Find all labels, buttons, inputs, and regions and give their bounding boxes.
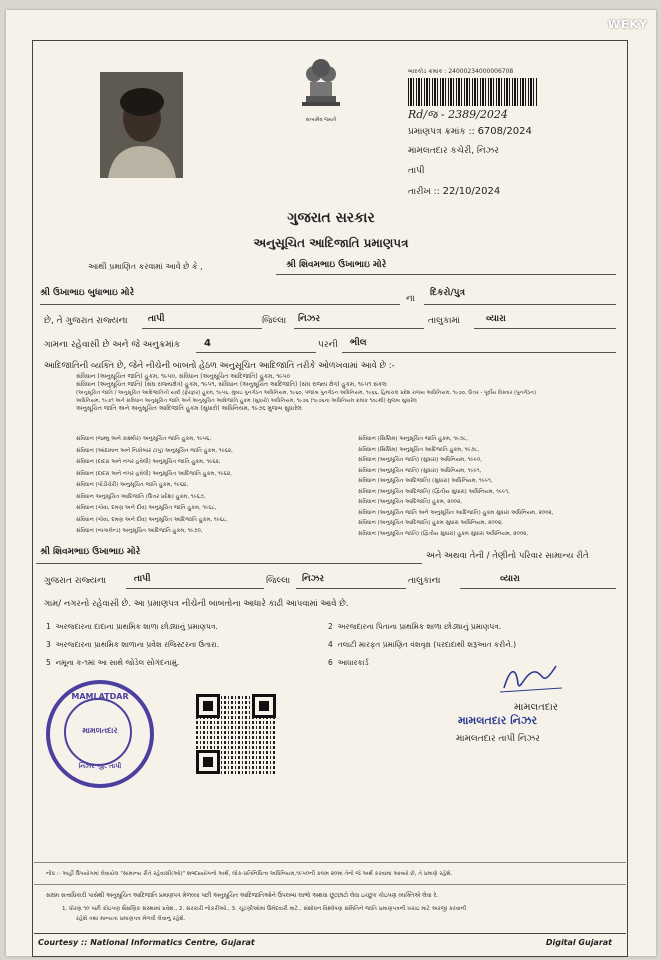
cert-no-row <box>408 126 532 137</box>
taluka2-label: તાલુકાના <box>408 576 441 586</box>
signature-stamp: મામલતદાર નિઝર <box>458 714 538 727</box>
office: મામલતદાર કચેરી, નિઝર <box>408 146 499 156</box>
signature-place: મામલતદાર તાપી નિઝર <box>456 734 540 744</box>
order-left-line: સંવિધાન (ગોવા, દમણ અને દીવ) અનુસૂચિત આદિજાતિ હુકમ, ૧૯૬૮, <box>76 516 228 523</box>
note-item1b: રહેશે તથા માન્યતા પ્રમાણપત્ર મેળવી લેવાનું રહેશે. <box>76 916 186 922</box>
order-left-line: સંવિધાન (દાદરા અને નગર હવેલી) અનુસૂચિત જાતિ હુકમ, ૧૯૬૨, <box>76 459 221 465</box>
cert-no: 6708/2024 <box>477 126 532 137</box>
order-right-line: સંવિધાન (સિક્કિમ) અનુસૂચિત જાતિ હુકમ, ૧૯૭૮, <box>358 436 468 442</box>
tribe: ભીલ <box>350 338 367 348</box>
order-right-line: સંવિધાન (અનુસૂચિત આદિજાતિ) (દ્વિતીય સુધારા) અધિનિયમ, ૧૯૯૧, <box>358 488 510 495</box>
handwritten-ref: Rd/જ - 2389/2024 <box>408 108 508 121</box>
serial-number: 4 <box>204 338 211 349</box>
national-emblem-icon <box>296 52 346 122</box>
gov-title: ગુજરાત સરકાર <box>287 210 375 226</box>
signature-title: મામલતદાર <box>514 702 558 713</box>
order-top-line: સંવિધાન (અનુસૂચિત જાતિ) (સંઘ રાજ્યક્ષેત્ર) હુકમ, ૧૯૫૧, સંવિધાન (અનુસૂચિત આદિજાતિ) (સંઘ રાજ્ય ક્ષેત્ર) હુકમ, ૧૯૫૧ સંકલ <box>76 381 387 388</box>
emblem-caption: સત્યમેવ જયતે <box>305 117 337 123</box>
applicant-photo <box>100 72 183 178</box>
order-left-line: સંવિધાન (આંદામાન અને નિકોબાર ટાપુ) અનુસૂચિત જાતિ હુકમ, ૧૯૬૨, <box>76 447 233 454</box>
document-item: 2 અરજદારના પિતાના પ્રાથમિક શાળા છોડ્યાનું પ્રમાણપત્ર. <box>328 622 502 631</box>
state2-district: તાપી <box>134 574 151 584</box>
applicant-name: શ્રી શિવમભાઇ ઉખાભાઇ મોરે <box>286 260 387 270</box>
signature-scribble-icon <box>496 658 566 702</box>
barcode-label: બારકોડ ક્રમાંક : 24000234000006708 <box>408 68 514 75</box>
date-label: તારીખ :: <box>408 187 440 197</box>
note-item1: 1. ધોરણ ૧૦ પછી કોઇપણ શૈક્ષણિક સંસ્થામાં પ્રવેશ., 2. સરકારી નોકરીઓ., 3. ચૂંટણીઓમાં ઉમેદવારી માટે., સંશોધન વિશ્લેષણ સમિતિને જાતિ પ્રમાણપત્રની ખરાઇ માટે અરજી કરવાની <box>62 906 467 912</box>
certificate-sheet <box>6 10 656 956</box>
official-seal: MAMLATDAR મામલતદાર નિઝર જી. તાપી <box>46 680 154 788</box>
village-prefix: ગામના રહેવાસી છે અને જે અનુક્રમાંક <box>44 340 181 350</box>
taluka-label: તાલુકામાં <box>428 316 461 326</box>
district-header: તાપી <box>408 166 425 176</box>
orders-right <box>358 434 620 539</box>
date-row <box>408 186 500 197</box>
order-right-line: સંવિધાન (સિક્કિમ) અનુસૂચિત આદિજાતિ હુકમ, ૧૯૭૮, <box>358 446 480 453</box>
footer <box>34 933 626 954</box>
order-left-line: સંવિધાન (જમ્મુ અને કાશ્મીર) અનુસૂચિત જાતિ હુકમ, ૧૯૫૬, <box>76 436 212 442</box>
order-top-line: અનુસૂચિત જાતિ અને અનુસૂચિત આદિજાતિ હુકમ (સુધારો) અધિનિયમ, ૧૯૭૬ મુજબ સુધારેલ <box>76 405 302 412</box>
order-left-line: સંવિધાન (ગોવા, દમણ અને દીવ) અનુસૂચિત જાતિ હુકમ, ૧૯૬૮, <box>76 505 217 511</box>
cert-title: અનુસૂચિત આદિજાતિ પ્રમાણપત્ર <box>253 236 409 250</box>
footer-digital-gujarat: Digital Gujarat <box>545 938 612 947</box>
order-left-line: સંવિધાન અનુસૂચિત આદિજાતિ (ઉત્તર પ્રદેશ) હુકમ, ૧૯૬૭, <box>76 493 206 500</box>
document-item: 5 નમૂના ક-૧માં આ સાથે જોડેલ સોગંદનામું. <box>46 658 180 667</box>
district2-value: નિઝર <box>302 574 324 584</box>
orders-top <box>76 373 616 413</box>
state-prefix: છે, તે ગુજરાત રાજ્યના <box>44 316 128 326</box>
cert-no-label: પ્રમાણપત્ર ક્રમાંક :: <box>408 127 475 137</box>
document-item: 3 અરજદારના પ્રાથમિક શાળાના પ્રવેશ રજિસ્ટરના ઉતારા. <box>46 640 220 649</box>
family-suffix: અને અથવા તેની / તેણીનો પરિવાર સામાન્ય રીતે <box>426 551 589 561</box>
order-right-line: સંવિધાન (અનુસૂચિત આદિજાતિ) હુકમ, ૨૦૦૨, <box>358 499 463 505</box>
note-line: નોંધ :- અહીં ઉપયોગમાં લેવાયેલ "સામાન્ય રીતે રહેવાસી(ઓ)" શબ્દપ્રયોગનો અર્થ, લોક-પ્રતિનિધિત્વ અધિનિયમ,૧૯૫૦ની કલમ ૨૦માં તેનો જે અર્થ કરવામાં આવ્યો છે, તે પ્રમાણે રહેશે. <box>46 871 453 877</box>
order-right-line: સંવિધાન (અનુસૂચિત આદિજાતિ) હુકમ સુધારા અધિનિયમ, ૨૦૦૨, <box>358 520 503 526</box>
footer-courtesy: Courtesy :: National Informatics Centre, Gujarat <box>38 938 255 947</box>
district-label: જિલ્લા <box>262 316 287 326</box>
order-right-line: સંવિધાન (અનુસૂચિત જાતિ) (સુધારા) અધિનિયમ, ૧૯૯૧, <box>358 467 482 474</box>
taluka-value: વ્યારા <box>486 314 506 324</box>
order-right-line: સંવિધાન (અનુસૂચિત જાતિ અને અનુસૂચિત આદિજાતિ) હુકમ સુધારા અધિનિયમ, ૨૦૦૨, <box>358 509 554 516</box>
tribe-label: પરની <box>318 340 338 350</box>
order-left-line: સંવિધાન (દાદરા અને નગર હવેલી) અનુસૂચિત આદિજાતિ હુકમ, ૧૯૬૨, <box>76 470 232 477</box>
relation-prefix: ના <box>406 294 415 304</box>
qr-code <box>196 694 276 774</box>
state2-prefix: ગુજરાત રાજ્યના <box>44 576 107 586</box>
tribe-line: આદિજાતિની વ્યક્તિ છે, જેને નીચેની બાબતો હેઠળ અનુસૂચિત આદિજાતિ તરીકે ઓળખવામાં આવે છે :- <box>44 361 395 371</box>
order-left-line: સંવિધાન (પોંડીચેરી) અનુસૂચિત જાતિ હુકમ, ૧૯૬૪, <box>76 482 189 488</box>
order-right-line: સંવિધાન (અનુસૂચિત જાતિ) (સુધારા) અધિનિયમ, ૧૯૯૦, <box>358 457 482 463</box>
note-para: સક્ષમ સત્તાધિકારી પાસેથી અનુસૂચિત આદિજાતિ પ્રમાણપત્ર મેળવ્યા પછી અનુસૂચિત આદિજાતિઓને ઉપલબ્ધ લાભો અથવા છૂટછાટો લેવા ઇચ્છુક કોઇપણ વ્યક્તિએ લેવા રે. <box>46 893 439 899</box>
parent-name: શ્રી ઉખાભાઇ બુધાભાઇ મોરે <box>40 288 135 298</box>
relation: દિકરો/પુત્ર <box>430 288 465 298</box>
district-value: નિઝર <box>298 314 320 324</box>
document-item: 6 આધારકાર્ડ <box>328 658 369 667</box>
document-item: 4 તલાટી મારફત પ્રમાણિત વંશવૃક્ષ (પરદાદાથી શરૂઆત કરીને.) <box>328 640 517 649</box>
order-right-line: સંવિધાન (અનુસૂચિત આદિજાતિ) (સુધારા) અધિનિયમ, ૧૯૯૧, <box>358 478 493 484</box>
document-item: 1 અરજદારના દાદાના પ્રાથમિક શાળા છોડ્યાનું પ્રમાણપત્ર. <box>46 622 218 631</box>
order-right-line: સંવિધાન (અનુસૂચિત જાતિ) (દ્વિતીય સુધારા) હુકમ સુધારા અધિનિયમ, ૨૦૦૨, <box>358 530 529 537</box>
state-district: તાપી <box>148 314 165 324</box>
certify-prefix: આથી પ્રમાણિત કરવામાં આવે છે કે , <box>88 262 203 271</box>
resident-line: ગામ/ નગરનો રહેવાસી છે. આ પ્રમાણપત્ર નીચેની બાબતોના આધારે કાઢી આપવામાં આવે છે. <box>44 599 349 609</box>
watermark: WEKY <box>607 18 648 31</box>
district2-label: જિલ્લા <box>266 576 291 586</box>
applicant-name-2: શ્રી શિવમભાઇ ઉખાભાઇ મોરે <box>40 547 141 557</box>
order-top-line: સંવિધાન (અનુસૂચિત જાતિ) હુકમ, ૧૯૫૦, સંવિધાન (અનુસૂચિત આદિજાતિ) હુકમ, ૧૯૫૦ <box>76 373 291 380</box>
taluka2-value: વ્યારા <box>500 574 520 584</box>
date-value: 22/10/2024 <box>442 186 501 197</box>
order-top-line: અધિનિયમ, ૧૯૭૧ અને સંવિધાન અનુસૂચિત જાતિ અને અનુસૂચિત આદિજાતિ હુકમ (સુધારો) અધિનિયમ, ૧૯૭૬ (૧૯૭૬ના અધિનિયમ ક્રમાંક ૧૦૮થી) મુજબ સુધારેલ <box>76 398 417 404</box>
order-top-line: (અનુસૂચિત જાતિ / અનુસૂચિત આદિજાતિની યાદી (ફેરફાર) હુકમ, ૧૯૫૬, મુંબઇ પુનર્ગઠન અધિનિયમ, ૧૯૬૦, પંજાબ પુનર્ગઠન અધિનિયમ, ૧૯૬૬, હિમાચલ પ્રદેશ રાજ્ય અધિનિયમ, ૧૯૭૦, ઉત્તર - પૂર્વીય વિસ્તાર (પુનર્ગઠન) <box>76 390 536 396</box>
barcode <box>408 78 538 106</box>
orders-left <box>76 434 356 538</box>
order-left-line: સંવિધાન (નાગાલેન્ડ) અનુસૂચિત આદિજાતિ હુકમ, ૧૯૭૦, <box>76 528 203 534</box>
